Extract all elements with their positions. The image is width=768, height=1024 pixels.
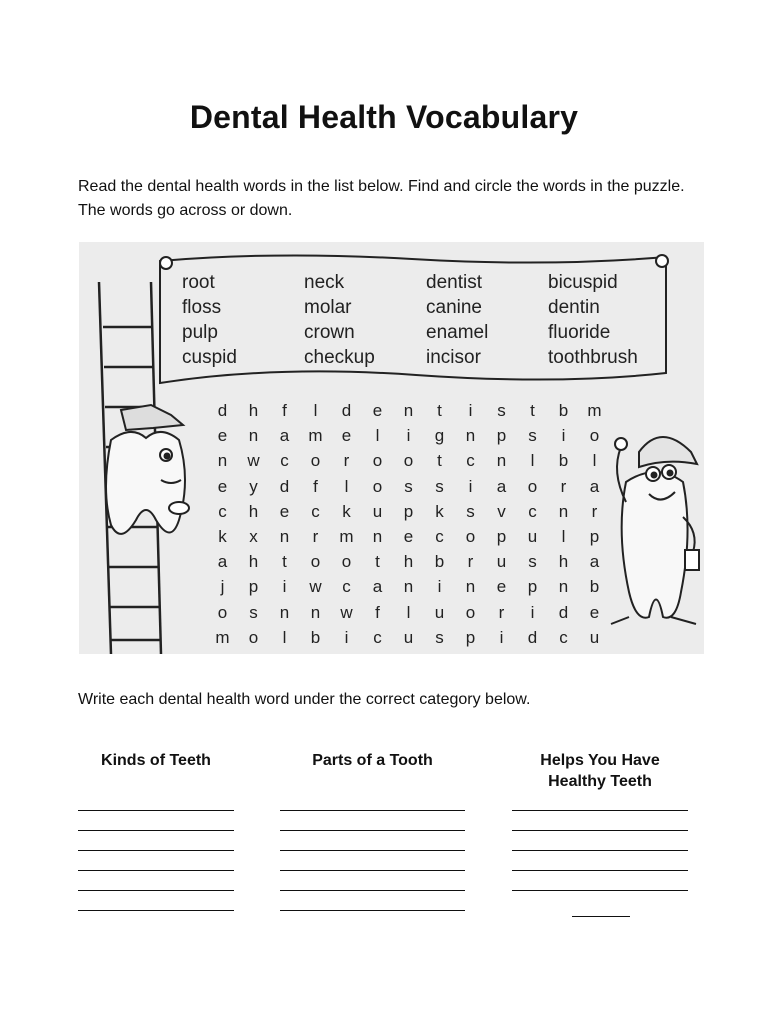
grid-letter[interactable]: o [527, 476, 538, 496]
grid-letter[interactable]: b [558, 401, 569, 420]
grid-letter[interactable]: a [589, 552, 600, 572]
grid-letter[interactable]: l [561, 526, 566, 546]
grid-row [207, 549, 610, 574]
grid-letter[interactable]: j [220, 577, 225, 597]
grid-letter[interactable]: t [375, 552, 380, 572]
answer-lines-parts[interactable] [280, 810, 465, 911]
grid-letter[interactable]: e [341, 426, 352, 446]
answer-line[interactable] [78, 850, 234, 851]
grid-letter[interactable]: v [497, 501, 506, 521]
grid-letter[interactable]: h [403, 552, 414, 572]
grid-letter[interactable]: u [403, 627, 414, 647]
grid-letter[interactable]: o [217, 602, 228, 622]
grid-letter[interactable]: a [589, 476, 600, 496]
word-list-item: dentin [548, 297, 600, 318]
grid-letter[interactable]: o [403, 451, 414, 471]
grid-letter[interactable]: l [375, 426, 380, 446]
grid-letter[interactable]: o [341, 552, 352, 572]
answer-line[interactable] [78, 830, 234, 831]
grid-letter[interactable]: l [344, 476, 349, 496]
grid-letter[interactable]: n [279, 602, 290, 622]
answer-line[interactable] [512, 870, 688, 871]
grid-letter[interactable]: r [312, 526, 319, 546]
answer-lines-helps[interactable] [512, 810, 688, 891]
word-list-item: fluoride [548, 322, 611, 343]
grid-letter[interactable]: c [373, 627, 382, 647]
grid-letter[interactable]: h [248, 501, 259, 521]
word-list-column [182, 270, 302, 370]
grid-row [207, 625, 610, 650]
grid-letter[interactable]: p [403, 501, 414, 521]
grid-letter[interactable]: y [249, 476, 258, 496]
grid-letter[interactable]: w [247, 451, 260, 471]
tooth-character-illustration [601, 422, 704, 637]
grid-letter[interactable]: n [558, 501, 569, 521]
grid-letter[interactable]: b [310, 627, 321, 647]
grid-letter[interactable]: c [559, 627, 568, 647]
grid-letter[interactable]: o [465, 526, 476, 546]
grid-letter[interactable]: d [217, 401, 228, 420]
grid-letter[interactable]: m [339, 526, 354, 546]
grid-letter[interactable]: h [248, 552, 259, 572]
grid-letter[interactable]: r [591, 501, 598, 521]
grid-letter[interactable]: d [527, 627, 538, 647]
grid-letter[interactable]: i [406, 426, 411, 446]
answer-line[interactable] [78, 870, 234, 871]
grid-letter[interactable]: i [499, 627, 504, 647]
grid-letter[interactable]: x [249, 526, 258, 546]
answer-line[interactable] [280, 890, 465, 891]
grid-letter[interactable]: a [217, 552, 228, 572]
grid-letter[interactable]: h [558, 552, 569, 572]
grid-letter[interactable]: n [403, 577, 414, 597]
grid-letter[interactable]: o [310, 451, 321, 471]
grid-letter[interactable]: s [528, 552, 537, 572]
grid-letter[interactable]: n [217, 451, 228, 471]
word-list-item: bicuspid [548, 272, 618, 293]
tooth-on-ladder-illustration [91, 400, 201, 550]
word-list-item: crown [304, 322, 355, 343]
grid-letter[interactable]: s [435, 476, 444, 496]
answer-line[interactable] [512, 850, 688, 851]
grid-letter[interactable]: l [282, 627, 287, 647]
grid-letter[interactable]: p [589, 526, 600, 546]
grid-row [207, 499, 610, 524]
grid-letter[interactable]: l [592, 451, 597, 471]
grid-letter[interactable]: p [465, 627, 476, 647]
word-list-column [426, 270, 546, 370]
grid-letter[interactable]: d [341, 401, 352, 420]
grid-letter[interactable]: s [404, 476, 413, 496]
grid-letter[interactable]: i [468, 401, 473, 420]
word-list-item: enamel [426, 322, 489, 343]
category-instructions: Write each dental health word under the correct category below. [78, 691, 531, 708]
word-list-item: root [182, 272, 215, 293]
grid-letter[interactable]: k [218, 526, 227, 546]
word-list-item: incisor [426, 347, 481, 368]
grid-letter[interactable]: s [528, 426, 537, 446]
grid-letter[interactable]: d [279, 476, 290, 496]
grid-letter[interactable]: b [434, 552, 445, 572]
grid-letter[interactable]: e [589, 602, 600, 622]
word-list-item: canine [426, 297, 482, 318]
answer-line[interactable] [78, 910, 234, 911]
grid-letter[interactable]: e [217, 476, 228, 496]
grid-letter[interactable]: n [465, 426, 476, 446]
grid-letter[interactable]: i [468, 476, 473, 496]
grid-letter[interactable]: p [527, 577, 538, 597]
category-heading-helps [512, 750, 688, 792]
grid-letter[interactable]: h [248, 401, 259, 420]
answer-line[interactable] [512, 830, 688, 831]
grid-letter[interactable]: r [467, 552, 474, 572]
grid-letter[interactable]: d [558, 602, 569, 622]
grid-letter[interactable]: b [589, 577, 600, 597]
grid-letter[interactable]: e [217, 426, 228, 446]
grid-letter[interactable]: o [248, 627, 259, 647]
grid-letter[interactable]: e [372, 401, 383, 420]
word-list-item: pulp [182, 322, 218, 343]
category-heading-label: Kinds of Teeth [101, 752, 211, 769]
grid-letter[interactable]: c [311, 501, 320, 521]
grid-letter[interactable]: u [527, 526, 538, 546]
grid-letter[interactable]: o [310, 552, 321, 572]
word-list-item: floss [182, 297, 222, 318]
grid-letter[interactable]: s [249, 602, 258, 622]
answer-lines-kinds[interactable] [78, 810, 234, 911]
grid-letter[interactable]: o [372, 476, 383, 496]
grid-letter[interactable]: u [372, 501, 383, 521]
grid-letter[interactable]: f [375, 602, 380, 622]
grid-letter[interactable]: l [313, 401, 318, 420]
grid-row [207, 423, 610, 448]
grid-letter[interactable]: n [403, 401, 414, 420]
grid-row [207, 398, 610, 423]
grid-letter[interactable]: m [587, 401, 602, 420]
answer-line[interactable] [572, 916, 630, 917]
answer-line[interactable] [280, 850, 465, 851]
word-list-item: dentist [426, 272, 482, 293]
intro-text: Read the dental health words in the list below. Find and circle the words in the puzzle. The words go across or down. [78, 178, 685, 219]
category-heading-label: Healthy Teeth [548, 773, 652, 790]
grid-letter[interactable]: n [279, 526, 290, 546]
grid-letter[interactable]: t [530, 401, 535, 420]
grid-letter[interactable]: u [589, 627, 600, 647]
grid-letter[interactable]: n [465, 577, 476, 597]
category-heading-label: Parts of a Tooth [312, 752, 433, 769]
grid-letter[interactable]: w [340, 602, 353, 622]
word-list-column [304, 270, 424, 370]
answer-line[interactable] [512, 810, 688, 811]
grid-letter[interactable]: n [372, 526, 383, 546]
word-list-item: checkup [304, 347, 375, 368]
grid-letter[interactable]: e [403, 526, 414, 546]
grid-letter[interactable]: t [437, 451, 442, 471]
word-search-grid [207, 398, 610, 650]
grid-letter[interactable]: m [308, 426, 323, 446]
grid-letter[interactable]: m [215, 627, 230, 647]
word-list-item: cuspid [182, 347, 237, 368]
answer-line[interactable] [512, 890, 688, 891]
grid-letter[interactable]: i [437, 577, 442, 597]
grid-letter[interactable]: p [496, 526, 507, 546]
grid-letter[interactable]: k [342, 501, 351, 521]
grid-letter[interactable]: t [437, 401, 442, 420]
grid-letter[interactable]: s [435, 627, 444, 647]
answer-line[interactable] [280, 830, 465, 831]
grid-letter[interactable]: l [530, 451, 535, 471]
grid-letter[interactable]: n [248, 426, 259, 446]
grid-letter[interactable]: a [496, 476, 507, 496]
grid-letter[interactable]: c [342, 577, 351, 597]
grid-row [207, 600, 610, 625]
grid-letter[interactable]: e [496, 577, 507, 597]
answer-line[interactable] [280, 910, 465, 911]
grid-letter[interactable]: n [496, 451, 507, 471]
grid-letter[interactable]: o [589, 426, 600, 446]
grid-letter[interactable]: a [279, 426, 290, 446]
category-heading-label: Helps You Have [540, 752, 660, 769]
grid-letter[interactable]: w [309, 577, 322, 597]
word-list-column [548, 270, 668, 370]
grid-letter[interactable]: l [406, 602, 411, 622]
grid-letter[interactable]: a [372, 577, 383, 597]
grid-letter[interactable]: s [497, 401, 506, 420]
grid-letter[interactable]: n [558, 577, 569, 597]
grid-letter[interactable]: t [282, 552, 287, 572]
grid-letter[interactable]: s [466, 501, 475, 521]
grid-letter[interactable]: c [435, 526, 444, 546]
grid-letter[interactable]: o [372, 451, 383, 471]
grid-letter[interactable]: b [558, 451, 569, 471]
category-heading-parts [280, 750, 465, 771]
grid-letter[interactable]: r [498, 602, 505, 622]
grid-letter[interactable]: u [434, 602, 445, 622]
page-title: Dental Health Vocabulary [189, 99, 579, 135]
answer-line[interactable] [78, 810, 234, 811]
grid-letter[interactable]: r [560, 476, 567, 496]
grid-letter[interactable]: i [282, 577, 287, 597]
grid-letter[interactable]: u [496, 552, 507, 572]
grid-letter[interactable]: n [310, 602, 321, 622]
grid-letter[interactable]: p [248, 577, 259, 597]
grid-row [207, 524, 610, 549]
grid-row [207, 448, 610, 473]
grid-letter[interactable]: g [434, 426, 445, 446]
answer-line[interactable] [78, 890, 234, 891]
grid-letter[interactable]: c [218, 501, 227, 521]
answer-line[interactable] [280, 810, 465, 811]
word-list-item: toothbrush [548, 347, 638, 368]
grid-letter[interactable]: o [465, 602, 476, 622]
answer-line-short[interactable] [572, 916, 630, 917]
grid-letter[interactable]: f [282, 401, 287, 420]
grid-letter[interactable]: i [530, 602, 535, 622]
grid-letter[interactable]: c [466, 451, 475, 471]
word-list-item: neck [304, 272, 345, 293]
grid-letter[interactable]: k [435, 501, 444, 521]
grid-letter[interactable]: i [344, 627, 349, 647]
grid-letter[interactable]: c [528, 501, 537, 521]
grid-letter[interactable]: c [280, 451, 289, 471]
answer-line[interactable] [280, 870, 465, 871]
grid-letter[interactable]: f [313, 476, 318, 496]
grid-row [207, 474, 610, 499]
word-list-item: molar [304, 297, 352, 318]
grid-letter[interactable]: r [343, 451, 350, 471]
grid-letter[interactable]: i [561, 426, 566, 446]
grid-row [207, 574, 610, 599]
category-heading-kinds [78, 750, 234, 771]
grid-letter[interactable]: p [496, 426, 507, 446]
grid-letter[interactable]: e [279, 501, 290, 521]
